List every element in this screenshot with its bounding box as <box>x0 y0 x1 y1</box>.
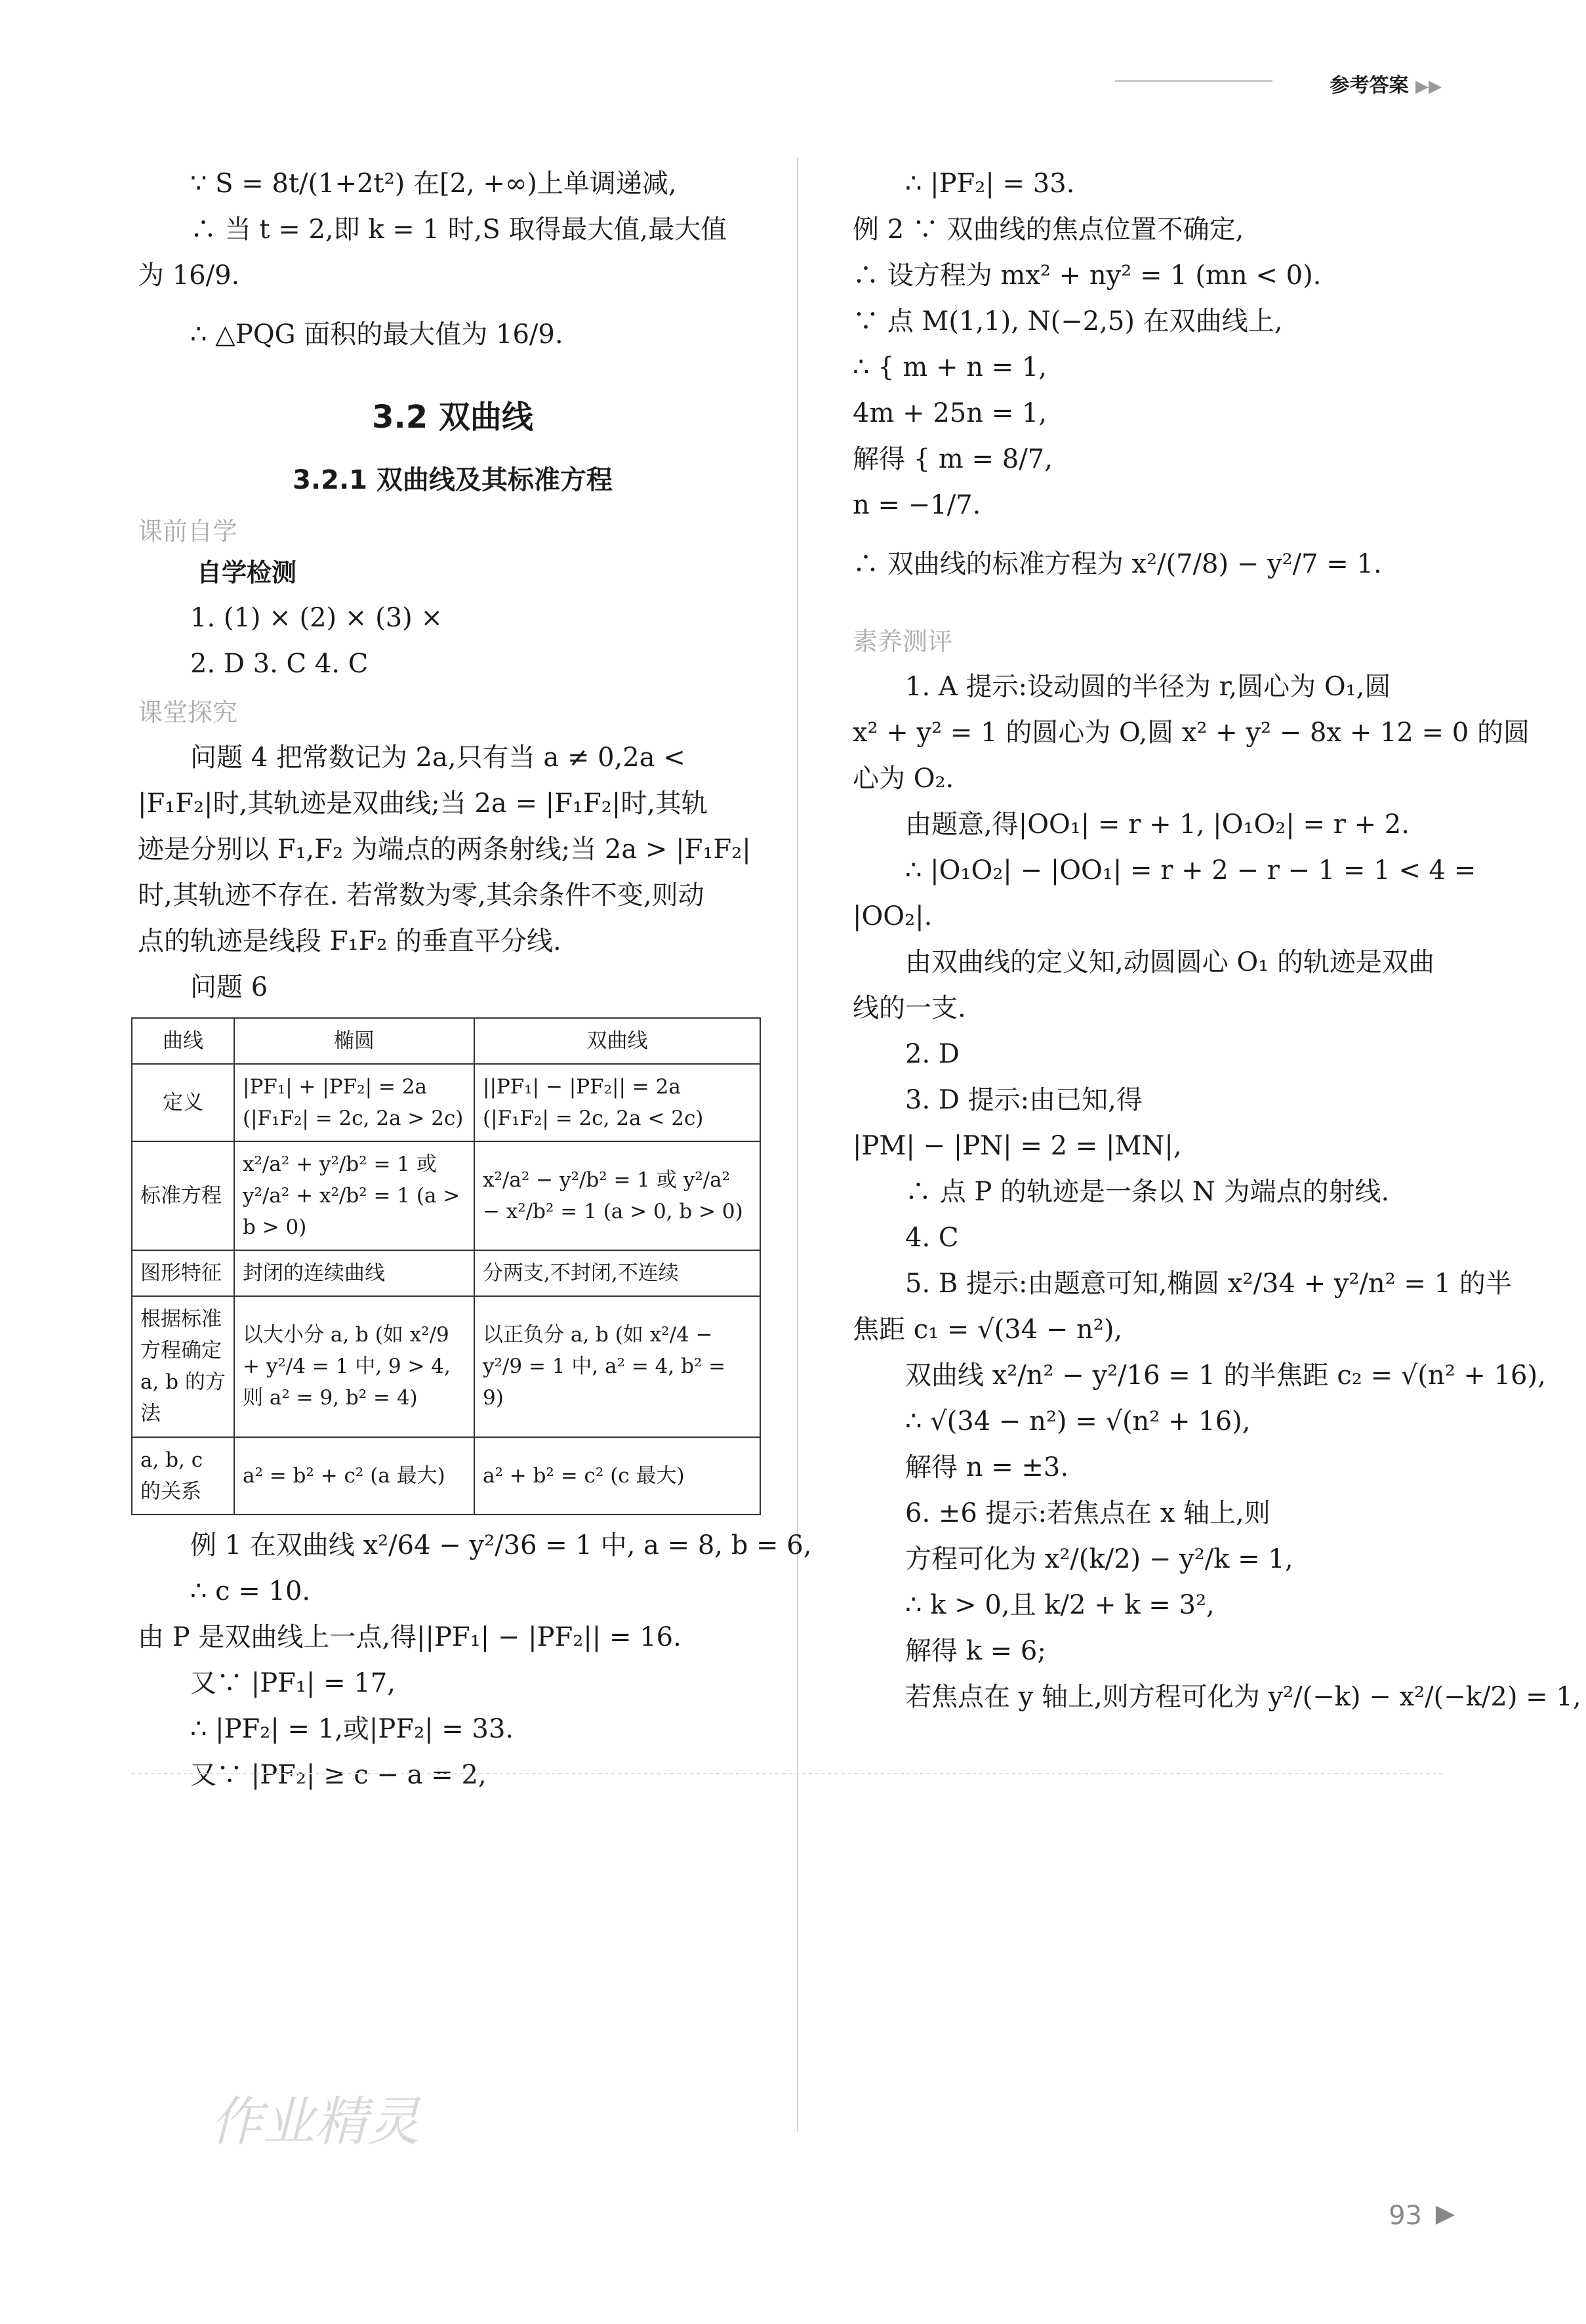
answer-line: 1. A 提示:设动圆的半径为 r,圆心为 O₁,圆 <box>905 672 1391 702</box>
subsection-title: 3.2.1 双曲线及其标准方程 <box>293 465 613 495</box>
table-cell: 以大小分 a, b (如 x²/9 + y²/4 = 1 中, 9 > 4, 则 a² = 9, b² = 4) <box>234 1296 474 1437</box>
text-line: n = −1/7. <box>853 490 981 520</box>
text-line: 为 16/9. <box>138 260 240 291</box>
table-cell: 以正负分 a, b (如 x²/4 − y²/9 = 1 中, a² = 4, b² = 9) <box>474 1296 760 1437</box>
table-header-row <box>132 1018 760 1064</box>
page-arrow-icon: ▶ <box>1435 2199 1455 2228</box>
answer-line: 4. C <box>905 1223 959 1253</box>
table-cell: x²/a² − y²/b² = 1 或 y²/a² − x²/b² = 1 (a > 0, b > 0) <box>474 1141 760 1250</box>
text-line: ∴ 设方程为 mx² + ny² = 1 (mn < 0). <box>853 260 1322 291</box>
answer-line: 2. D <box>905 1039 960 1069</box>
answer-line: |PM| − |PN| = 2 = |MN|, <box>853 1131 1182 1161</box>
answer-line: 由双曲线的定义知,动圆圆心 O₁ 的轨迹是双曲 <box>905 947 1434 977</box>
text-line: 解得 { m = 8/7, <box>853 444 1053 474</box>
text-line: 问题 6 <box>190 972 268 1002</box>
column-divider <box>797 157 798 2132</box>
answer-line: 双曲线 x²/n² − y²/16 = 1 的半焦距 c₂ = √(n² + 16), <box>905 1360 1546 1391</box>
answer-line: 6. ±6 提示:若焦点在 x 轴上,则 <box>905 1498 1271 1528</box>
answer-line: ∴ |O₁O₂| − |OO₁| = r + 2 − r − 1 = 1 < 4 = <box>905 855 1476 886</box>
text-line: 又∵ |PF₂| ≥ c − a = 2, <box>190 1759 487 1790</box>
text-line: ∴ 双曲线的标准方程为 x²/(7/8) − y²/7 = 1. <box>853 549 1382 579</box>
table-cell: a² + b² = c² (c 最大) <box>474 1437 760 1515</box>
header-arrow-icon: ▶▶ <box>1415 77 1442 96</box>
header-title: 参考答案 ▶▶ <box>1330 74 1442 97</box>
table-cell: x²/a² + y²/b² = 1 或 y²/a² + x²/b² = 1 (a > b > 0) <box>234 1141 474 1250</box>
text-line: ∵ 点 M(1,1), N(−2,5) 在双曲线上, <box>853 306 1283 336</box>
answer-line: |OO₂|. <box>853 901 933 931</box>
answer-line: 焦距 c₁ = √(34 − n²), <box>853 1315 1123 1345</box>
text-line: ∴ c = 10. <box>190 1576 311 1606</box>
answer-line: 1. (1) × (2) × (3) × <box>190 603 443 633</box>
table-cell: 封闭的连续曲线 <box>234 1250 474 1296</box>
text-line: ∴ △PQG 面积的最大值为 16/9. <box>190 319 563 350</box>
table-cell: 分两支,不封闭,不连续 <box>474 1250 760 1296</box>
text-line: 时,其轨迹不存在. 若常数为零,其余条件不变,则动 <box>138 880 704 910</box>
answer-line: 若焦点在 y 轴上,则方程可化为 y²/(−k) − x²/(−k/2) = 1, <box>905 1682 1581 1712</box>
answer-line: ∴ k > 0,且 k/2 + k = 3², <box>905 1590 1215 1620</box>
text-line: ∴ |PF₂| = 33. <box>905 169 1075 199</box>
table-header: 双曲线 <box>474 1018 760 1064</box>
heading-ktts: 课堂探究 <box>138 698 238 727</box>
heading-syce: 素养测评 <box>853 627 953 656</box>
table-row <box>132 1296 760 1437</box>
heading-kqzx: 课前自学 <box>138 517 238 546</box>
text-line: 点的轨迹是线段 F₁F₂ 的垂直平分线. <box>138 926 561 956</box>
text-line: 问题 4 把常数记为 2a,只有当 a ≠ 0,2a < <box>190 743 685 773</box>
watermark: 作业精灵 <box>210 2091 420 2152</box>
table-cell: a² = b² + c² (a 最大) <box>234 1437 474 1515</box>
table-cell: 图形特征 <box>132 1250 234 1296</box>
section-title: 3.2 双曲线 <box>372 399 533 436</box>
right-column <box>853 157 1581 1723</box>
answer-line: 由题意,得|OO₁| = r + 1, |O₁O₂| = r + 2. <box>905 809 1410 840</box>
text-line: ∴ |PF₂| = 1,或|PF₂| = 33. <box>190 1713 514 1744</box>
table-header: 曲线 <box>132 1018 234 1064</box>
answer-line: x² + y² = 1 的圆心为 O,圆 x² + y² − 8x + 12 = 0 的圆 <box>853 718 1530 748</box>
answer-line: 3. D 提示:由已知,得 <box>905 1085 1143 1115</box>
page-number: 93 <box>1389 2201 1422 2231</box>
text-line: 又∵ |PF₁| = 17, <box>190 1667 396 1698</box>
answer-line: 线的一支. <box>853 993 966 1023</box>
text-line: 由 P 是双曲线上一点,得||PF₁| − |PF₂|| = 16. <box>138 1621 681 1652</box>
answer-line: 解得 n = ±3. <box>905 1452 1069 1482</box>
answer-line: 解得 k = 6; <box>905 1636 1046 1666</box>
table-cell: a, b, c 的关系 <box>132 1437 234 1515</box>
text-line: |F₁F₂|时,其轨迹是双曲线;当 2a = |F₁F₂|时,其轨 <box>138 788 708 819</box>
header-rule <box>1115 80 1272 82</box>
table-header: 椭圆 <box>234 1018 474 1064</box>
table-row <box>132 1141 760 1250</box>
text-line: ∴ { m + n = 1, <box>853 352 1047 382</box>
answer-line: 2. D 3. C 4. C <box>190 649 369 679</box>
text-line: 迹是分别以 F₁,F₂ 为端点的两条射线;当 2a > |F₁F₂| <box>138 834 751 865</box>
table-row <box>132 1437 760 1515</box>
table-row <box>132 1250 760 1296</box>
table-row <box>132 1064 760 1141</box>
answer-line: 方程可化为 x²/(k/2) − y²/k = 1, <box>905 1544 1293 1574</box>
text-line: 例 1 在双曲线 x²/64 − y²/36 = 1 中, a = 8, b = 6, <box>190 1530 812 1560</box>
answer-line: ∴ √(34 − n²) = √(n² + 16), <box>905 1406 1251 1437</box>
table-cell: 标准方程 <box>132 1141 234 1250</box>
answer-line: ∴ 点 P 的轨迹是一条以 N 为端点的射线. <box>905 1177 1390 1207</box>
text-line: 4m + 25n = 1, <box>853 398 1047 428</box>
table-cell: 定义 <box>132 1064 234 1141</box>
text-line: ∵ S = 8t/(1+2t²) 在[2, +∞)上单调递减, <box>190 169 677 199</box>
answer-line: 心为 O₂. <box>853 764 954 794</box>
table-cell: ||PF₁| − |PF₂|| = 2a (|F₁F₂| = 2c, 2a < 2c) <box>474 1064 760 1141</box>
answer-line: 5. B 提示:由题意可知,椭圆 x²/34 + y²/n² = 1 的半 <box>905 1269 1512 1299</box>
table-cell: 根据标准方程确定 a, b 的方法 <box>132 1296 234 1437</box>
text-line: ∴ 当 t = 2,即 k = 1 时,S 取得最大值,最大值 <box>190 214 727 245</box>
text-line: 例 2 ∵ 双曲线的焦点位置不确定, <box>853 214 1244 245</box>
heading-zxjc: 自学检测 <box>197 558 297 587</box>
left-column <box>138 157 812 1801</box>
table-cell: |PF₁| + |PF₂| = 2a (|F₁F₂| = 2c, 2a > 2c) <box>234 1064 474 1141</box>
comparison-table <box>131 1017 761 1515</box>
scan-fold-line <box>131 1773 1443 1774</box>
